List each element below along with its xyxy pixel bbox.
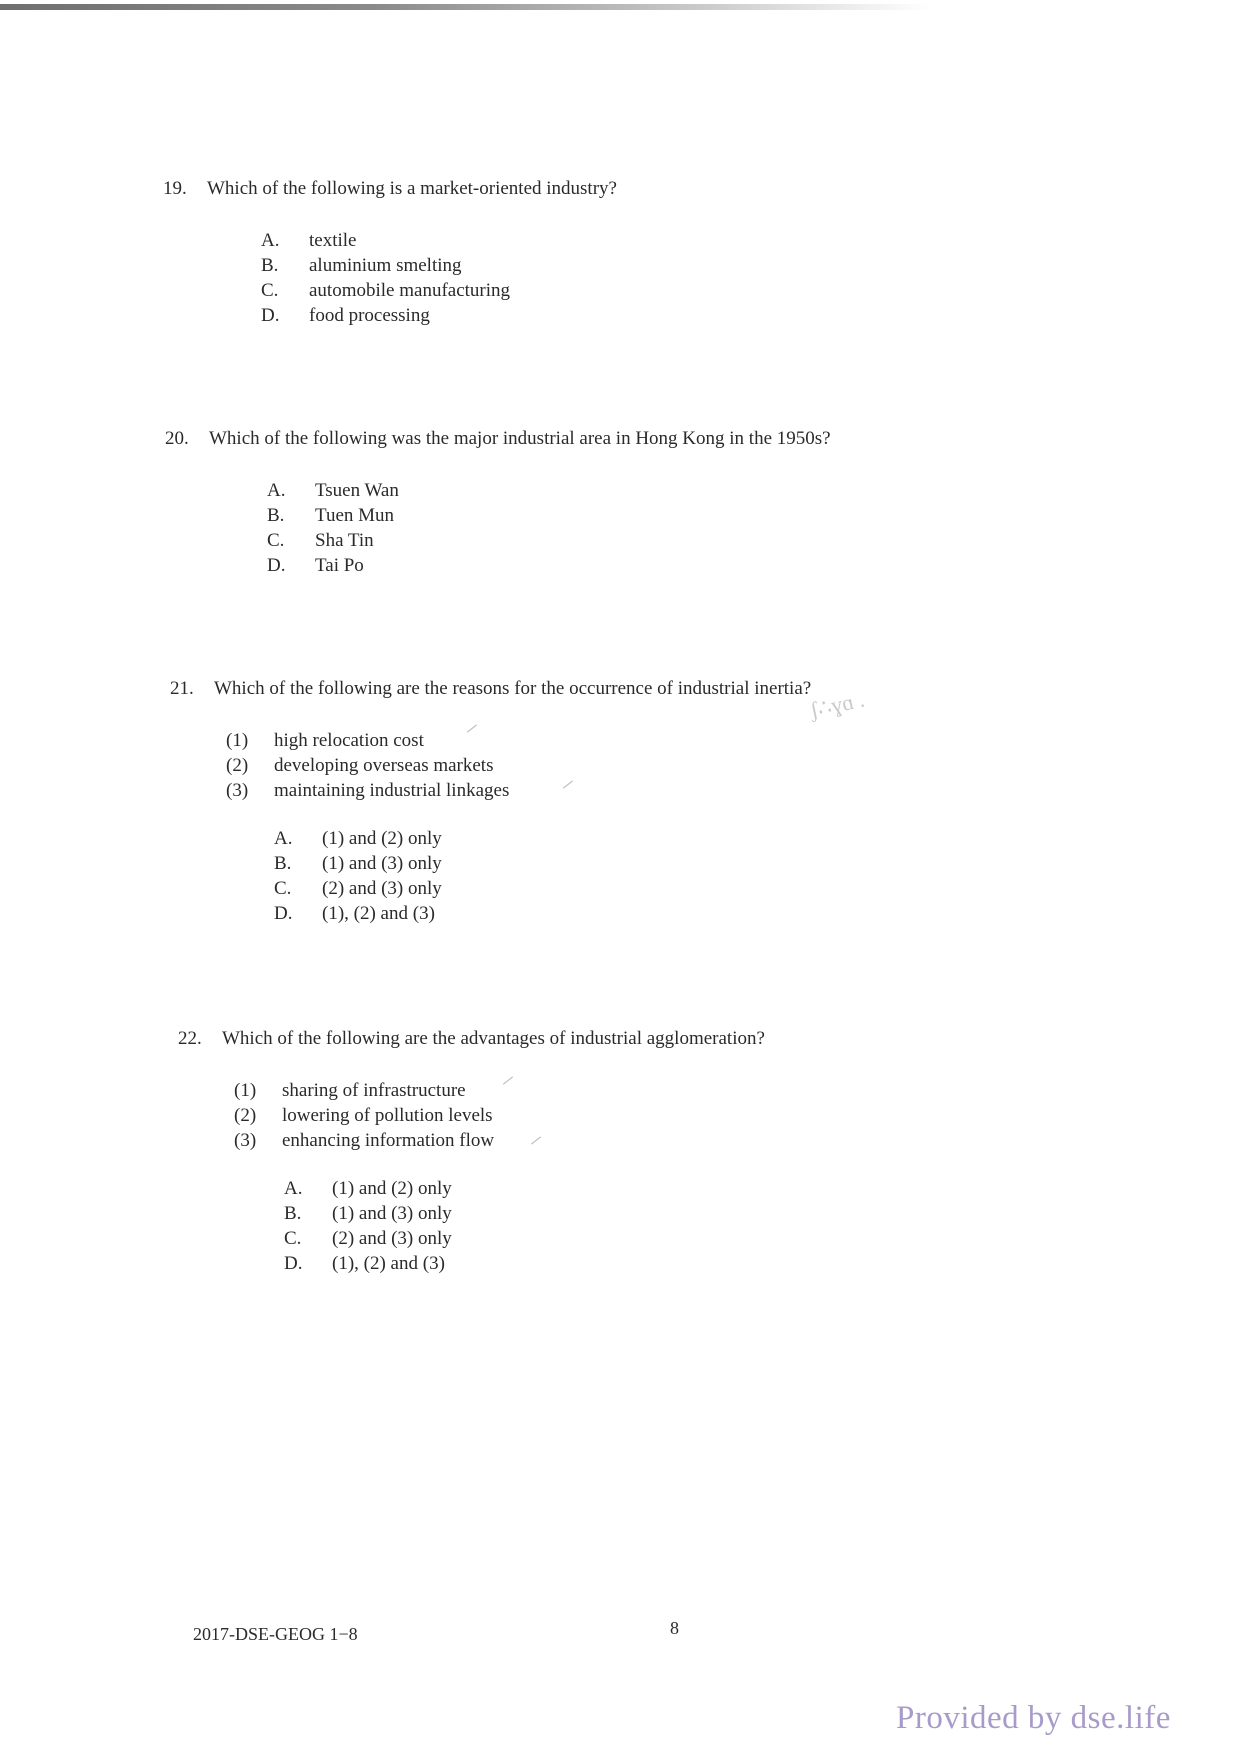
statement-number: (3)	[234, 1130, 257, 1151]
option-letter: A.	[267, 480, 286, 501]
pencil-tick-mark	[503, 1076, 513, 1084]
pencil-tick-mark	[467, 724, 477, 732]
option-text: (1), (2) and (3)	[322, 903, 435, 924]
statement-number: (2)	[226, 755, 249, 776]
question-stem: Which of the following was the major industrial area in Hong Kong in the 1950s?	[209, 428, 831, 449]
option-text: (1) and (3) only	[322, 853, 442, 874]
option-letter: A.	[261, 230, 280, 251]
question-stem: Which of the following are the reasons for the occurrence of industrial inertia?	[214, 678, 812, 699]
statement-text: high relocation cost	[274, 730, 424, 751]
question-number: 19.	[163, 178, 187, 199]
watermark: Provided by dse.life	[896, 1700, 1171, 1736]
option-text: textile	[309, 230, 357, 251]
option-text: (2) and (3) only	[322, 878, 442, 899]
option-letter: B.	[274, 853, 292, 874]
option-text: (1) and (2) only	[322, 828, 442, 849]
option-letter: A.	[274, 828, 293, 849]
pencil-tick-mark	[563, 780, 573, 788]
option-text: aluminium smelting	[309, 255, 462, 276]
question-stem: Which of the following is a market-oriented industry?	[207, 178, 617, 199]
statement-text: sharing of infrastructure	[282, 1080, 466, 1101]
option-letter: C.	[284, 1228, 302, 1249]
option-text: Tuen Mun	[315, 505, 395, 526]
option-text: Tsuen Wan	[315, 480, 399, 501]
option-letter: C.	[274, 878, 292, 899]
option-text: (1) and (3) only	[332, 1203, 452, 1224]
statement-number: (2)	[234, 1105, 257, 1126]
question-number: 20.	[165, 428, 189, 449]
statement-number: (1)	[226, 730, 249, 751]
pencil-tick-mark	[531, 1136, 541, 1144]
option-letter: D.	[261, 305, 280, 326]
question-number: 22.	[178, 1028, 202, 1049]
option-letter: B.	[261, 255, 279, 276]
option-text: (1), (2) and (3)	[332, 1253, 445, 1274]
option-letter: A.	[284, 1178, 303, 1199]
statement-number: (1)	[234, 1080, 257, 1101]
option-letter: B.	[267, 505, 285, 526]
scan-edge-shadow	[0, 4, 930, 10]
option-text: (2) and (3) only	[332, 1228, 452, 1249]
option-text: food processing	[309, 305, 430, 326]
statement-text: enhancing information flow	[282, 1130, 495, 1151]
option-text: (1) and (2) only	[332, 1178, 452, 1199]
option-text: Sha Tin	[315, 530, 374, 551]
handwritten-annotation: ʃ∴ɣɑ .	[807, 686, 867, 723]
option-letter: C.	[267, 530, 285, 551]
paper-code: 2017-DSE-GEOG 1−8	[193, 1624, 358, 1644]
option-text: Tai Po	[315, 555, 364, 576]
option-text: automobile manufacturing	[309, 280, 511, 301]
statement-text: lowering of pollution levels	[282, 1105, 493, 1126]
option-letter: C.	[261, 280, 279, 301]
option-letter: D.	[274, 903, 293, 924]
page-number: 8	[670, 1618, 679, 1638]
statement-text: developing overseas markets	[274, 755, 494, 776]
statement-text: maintaining industrial linkages	[274, 780, 510, 801]
question-number: 21.	[170, 678, 194, 699]
statement-number: (3)	[226, 780, 249, 801]
option-letter: D.	[284, 1253, 303, 1274]
option-letter: B.	[284, 1203, 302, 1224]
question-stem: Which of the following are the advantages of industrial agglomeration?	[222, 1028, 765, 1049]
option-letter: D.	[267, 555, 286, 576]
